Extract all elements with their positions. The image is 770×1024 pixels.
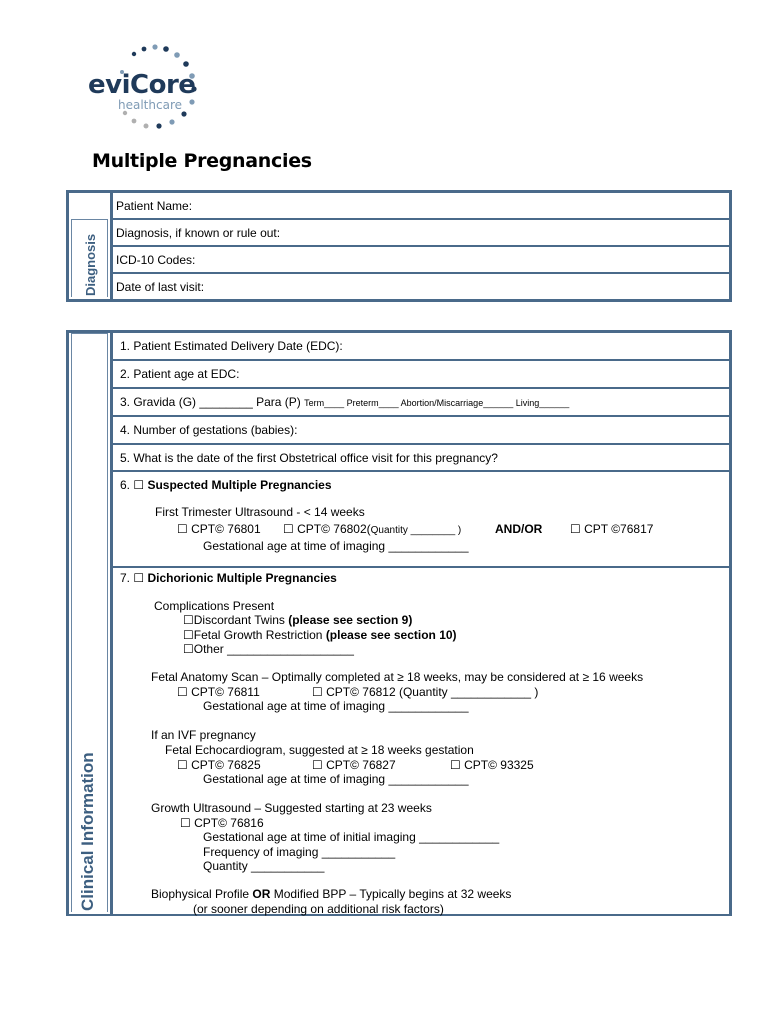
growth-restriction-ref: (please see section 10)	[325, 628, 457, 642]
diagnosis-row[interactable]	[113, 220, 729, 247]
suspected-heading	[120, 478, 332, 492]
cpt-76811-checkbox[interactable]: ☐ CPT© 76811	[177, 685, 260, 699]
diagnosis-table	[66, 190, 732, 302]
diagnosis-side-panel	[69, 193, 113, 299]
discordant-twins-label: ☐Discordant Twins	[183, 613, 289, 627]
other-complication-checkbox[interactable]: ☐Other ___________________	[183, 642, 354, 656]
icd10-label: ICD-10 Codes:	[116, 253, 196, 267]
fetal-anatomy-label: Fetal Anatomy Scan – Optimally completed at ≥ 18 weeks, may be considered at ≥ 16 weeks	[151, 670, 644, 684]
bpp-note: (or sooner depending on additional risk factors)	[193, 902, 444, 916]
cpt-93325-checkbox[interactable]: ☐ CPT© 93325	[450, 758, 534, 772]
clinical-info-table	[66, 330, 732, 916]
growth-ultrasound-label: Growth Ultrasound – Suggested starting at 23 weeks	[151, 801, 432, 815]
bpp-text-b: Modified BPP – Typically begins at 32 weeks	[270, 887, 512, 901]
echo-gestational-age: Gestational age at time of imaging ____________	[203, 772, 469, 786]
cpt-76825-checkbox[interactable]: ☐ CPT© 76825	[177, 758, 261, 772]
biophysical-profile-label	[151, 887, 511, 901]
fetal-echo-label: Fetal Echocardiogram, suggested at ≥ 18 weeks gestation	[165, 743, 474, 757]
icd10-row[interactable]	[113, 247, 729, 274]
gravida-para-text	[120, 395, 569, 409]
discordant-twins-checkbox[interactable]	[183, 613, 412, 627]
first-visit-label: 5. What is the date of the first Obstetrical office visit for this pregnancy?	[120, 451, 498, 465]
gravida-para-row[interactable]	[113, 389, 729, 417]
suspected-checkbox[interactable]: 6. ☐	[120, 478, 145, 492]
first-trimester-label: First Trimester Ultrasound - < 14 weeks	[155, 505, 365, 519]
ivf-label: If an IVF pregnancy	[151, 728, 256, 742]
growth-restriction-label: ☐Fetal Growth Restriction	[183, 628, 326, 642]
diagnosis-section-label: Diagnosis	[83, 233, 98, 296]
cpt-76827-checkbox[interactable]: ☐ CPT© 76827	[312, 758, 396, 772]
cpt-76801-checkbox[interactable]: ☐ CPT© 76801	[177, 522, 261, 536]
cpt-76816-checkbox[interactable]: ☐ CPT© 76816	[180, 816, 264, 830]
diagnosis-label: Diagnosis, if known or rule out:	[116, 226, 281, 240]
suspected-gestational-age: Gestational age at time of imaging ____________	[203, 539, 469, 553]
edc-label: 1. Patient Estimated Delivery Date (EDC):	[120, 339, 343, 353]
bpp-or: OR	[252, 887, 271, 901]
page-title: Multiple Pregnancies	[92, 150, 312, 172]
dichorionic-heading	[120, 571, 337, 585]
last-visit-row[interactable]	[113, 274, 729, 299]
discordant-twins-ref: (please see section 9)	[288, 613, 413, 627]
gestations-row[interactable]	[113, 417, 729, 445]
dichorionic-checkbox[interactable]: 7. ☐	[120, 571, 145, 585]
clinical-section-label: Clinical Information	[78, 752, 97, 911]
patient-name-row[interactable]	[113, 193, 729, 220]
clinical-side-panel	[69, 333, 113, 914]
dichorionic-heading-text: Dichorionic Multiple Pregnancies	[147, 571, 337, 585]
cpt-76802-label: ☐ CPT© 76802(	[283, 522, 371, 536]
last-visit-label: Date of last visit:	[116, 280, 205, 294]
cpt-76802-checkbox[interactable]	[283, 522, 461, 536]
cpt-76812-checkbox[interactable]: ☐ CPT© 76812 (Quantity ____________ )	[312, 685, 539, 699]
age-row[interactable]	[113, 361, 729, 389]
complications-label: Complications Present	[154, 599, 275, 613]
growth-restriction-checkbox[interactable]	[183, 628, 457, 642]
growth-quantity: Quantity ___________	[203, 859, 325, 873]
gestations-label: 4. Number of gestations (babies):	[120, 423, 298, 437]
edc-row[interactable]	[113, 333, 729, 361]
cpt-76817-checkbox[interactable]: ☐ CPT ©76817	[570, 522, 654, 536]
logo-brand: eviCore	[88, 70, 196, 100]
suspected-multiple-section	[113, 472, 729, 568]
dichorionic-section	[113, 568, 729, 919]
evicore-logo	[88, 42, 208, 134]
and-or-label: AND/OR	[495, 522, 543, 536]
gravida-para-label: 3. Gravida (G) ________ Para (P)	[120, 395, 301, 409]
para-detail-label: Term____ Preterm____ Abortion/Miscarriage______ Living______	[304, 398, 570, 408]
first-visit-row[interactable]	[113, 445, 729, 472]
logo-subtitle: healthcare	[118, 98, 182, 112]
growth-frequency: Frequency of imaging ___________	[203, 845, 396, 859]
bpp-text-a: Biophysical Profile	[151, 887, 253, 901]
growth-gestational-age: Gestational age at time of initial imaging ____________	[203, 830, 500, 844]
cpt-76802-quantity: Quantity ________ )	[370, 525, 462, 536]
patient-name-label: Patient Name:	[116, 199, 193, 213]
age-label: 2. Patient age at EDC:	[120, 367, 240, 381]
suspected-heading-text: Suspected Multiple Pregnancies	[147, 478, 332, 492]
fetal-anatomy-gestational-age: Gestational age at time of imaging ____________	[203, 699, 469, 713]
